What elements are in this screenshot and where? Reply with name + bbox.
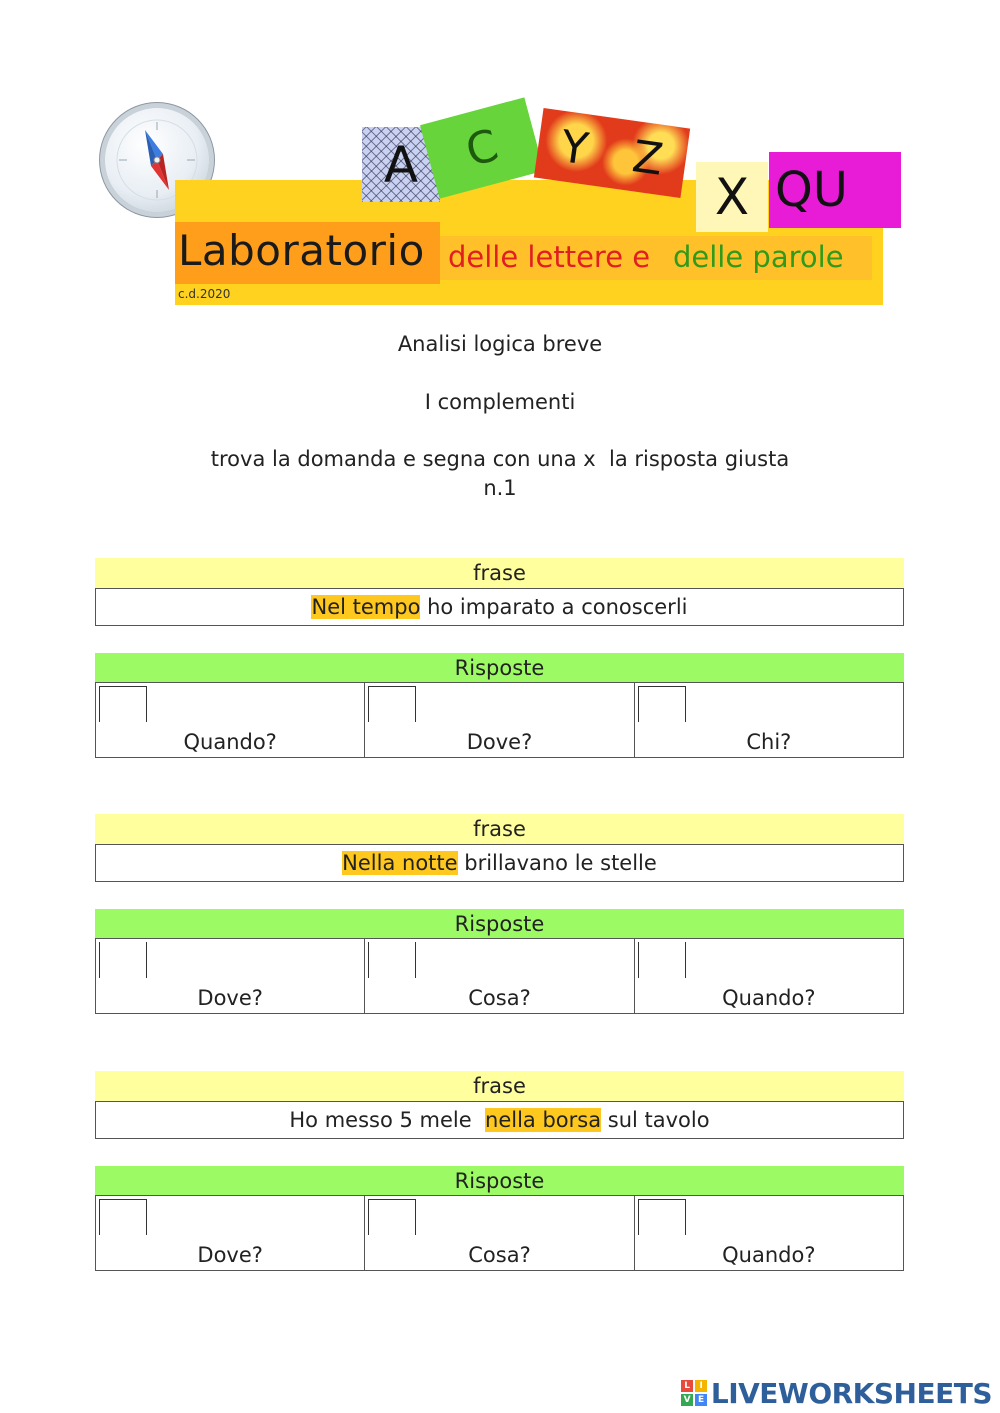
answer-option[interactable] bbox=[96, 683, 365, 757]
answer-option[interactable] bbox=[365, 683, 634, 757]
answers-row bbox=[95, 682, 904, 758]
answer-checkbox[interactable] bbox=[99, 942, 147, 978]
answer-checkbox[interactable] bbox=[638, 1199, 686, 1235]
tile-letter: X bbox=[714, 168, 750, 226]
mark-square: V bbox=[681, 1394, 693, 1406]
sentence-header: frase bbox=[95, 814, 904, 844]
answers-row bbox=[95, 938, 904, 1014]
sentence-box bbox=[95, 588, 904, 626]
answer-checkbox[interactable] bbox=[99, 686, 147, 722]
answer-option[interactable] bbox=[635, 683, 903, 757]
sentence-header: frase bbox=[95, 558, 904, 588]
exercise-number: n.1 bbox=[483, 476, 517, 500]
answer-checkbox[interactable] bbox=[638, 942, 686, 978]
answer-option[interactable] bbox=[365, 939, 634, 1013]
answer-label: Cosa? bbox=[468, 986, 531, 1010]
answer-label: Quando? bbox=[183, 730, 277, 754]
answer-label: Dove? bbox=[466, 730, 533, 754]
banner-credit: c.d.2020 bbox=[178, 287, 231, 301]
sentence-text: brillavano le stelle bbox=[457, 851, 657, 875]
sentence-header: frase bbox=[95, 1071, 904, 1101]
answer-label: Quando? bbox=[722, 1243, 816, 1267]
letter-tile-x bbox=[696, 162, 768, 232]
tile-letter: Z bbox=[629, 130, 667, 186]
answer-label: Dove? bbox=[197, 986, 263, 1010]
answer-label: Cosa? bbox=[468, 1243, 531, 1267]
banner-subtitle-green: delle parole bbox=[673, 240, 844, 274]
banner-subtitle-red: delle lettere e bbox=[448, 240, 651, 274]
answer-option[interactable] bbox=[365, 1196, 634, 1270]
sentence-highlight: Nel tempo bbox=[311, 595, 421, 619]
tile-letter: C bbox=[460, 119, 504, 177]
answers-header: Risposte bbox=[95, 653, 904, 683]
answer-checkbox[interactable] bbox=[368, 942, 416, 978]
sentence-box bbox=[95, 1101, 904, 1139]
sentence-box bbox=[95, 844, 904, 882]
answers-row bbox=[95, 1195, 904, 1271]
answer-label: Chi? bbox=[746, 730, 792, 754]
answers-header: Risposte bbox=[95, 909, 904, 939]
mark-square: L bbox=[681, 1380, 693, 1392]
sentence-text: sul tavolo bbox=[601, 1108, 710, 1132]
brand-name: LIVEWORKSHEETS bbox=[710, 1376, 992, 1410]
liveworksheets-mark-icon bbox=[681, 1380, 707, 1406]
answer-label: Quando? bbox=[722, 986, 816, 1010]
answer-option[interactable] bbox=[635, 1196, 903, 1270]
answer-label: Dove? bbox=[197, 1243, 263, 1267]
tile-letter: Y bbox=[557, 120, 592, 175]
answer-option[interactable] bbox=[96, 1196, 365, 1270]
answers-header: Risposte bbox=[95, 1166, 904, 1196]
sentence-text-before: Ho messo 5 mele bbox=[289, 1108, 486, 1132]
worksheet-subtitle: I complementi bbox=[424, 390, 576, 414]
instructions: trova la domanda e segna con una x la risposta giusta bbox=[210, 447, 790, 471]
answer-option[interactable] bbox=[635, 939, 903, 1013]
mark-square: E bbox=[695, 1394, 707, 1406]
liveworksheets-logo[interactable] bbox=[681, 1376, 992, 1410]
answer-option[interactable] bbox=[96, 939, 365, 1013]
tile-letter: A bbox=[383, 135, 419, 194]
banner-title: Laboratorio bbox=[178, 226, 425, 275]
letter-tile-qu bbox=[769, 152, 901, 228]
answer-checkbox[interactable] bbox=[368, 686, 416, 722]
answer-checkbox[interactable] bbox=[638, 686, 686, 722]
worksheet-title: Analisi logica breve bbox=[397, 332, 603, 356]
sentence-highlight: Nella notte bbox=[342, 851, 458, 875]
sentence-text: ho imparato a conoscerli bbox=[420, 595, 688, 619]
answer-checkbox[interactable] bbox=[99, 1199, 147, 1235]
answer-checkbox[interactable] bbox=[368, 1199, 416, 1235]
tile-letter: QU bbox=[775, 162, 848, 218]
sentence-highlight: nella borsa bbox=[485, 1108, 602, 1132]
mark-square: I bbox=[695, 1380, 707, 1392]
